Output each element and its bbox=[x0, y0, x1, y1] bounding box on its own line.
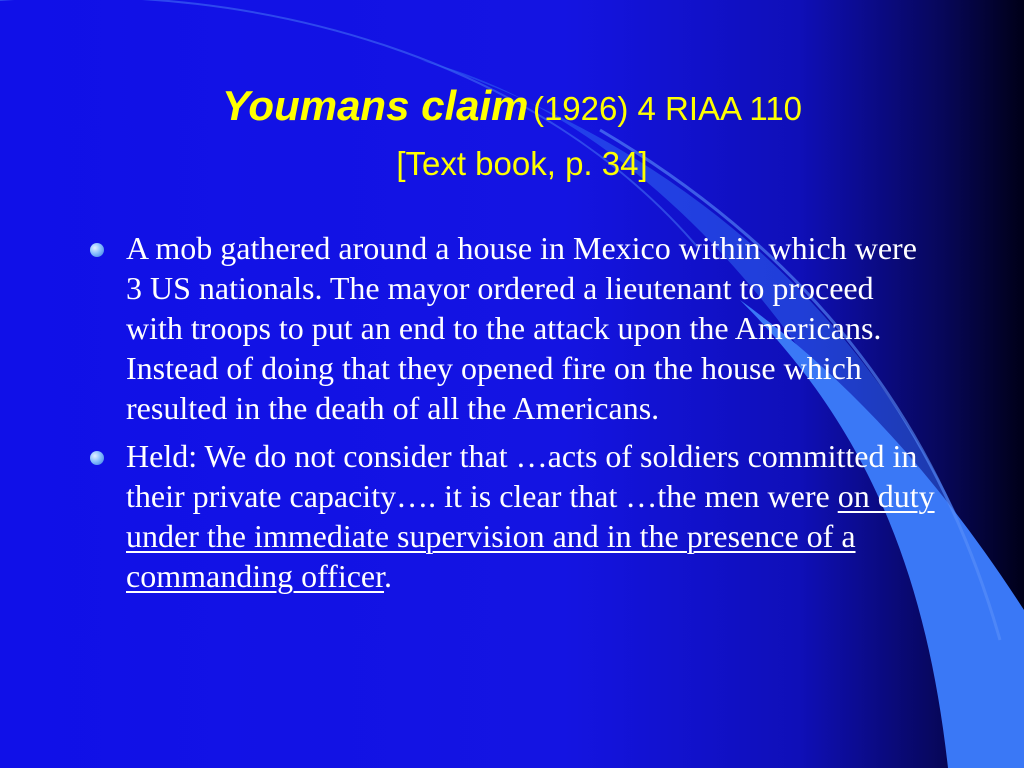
case-name: Youmans claim bbox=[221, 82, 529, 129]
textbook-reference: [Text book, p. 34] bbox=[396, 145, 648, 182]
slide-title bbox=[0, 82, 1024, 188]
bullet-held bbox=[86, 436, 936, 596]
bullet-facts bbox=[86, 228, 936, 428]
case-citation bbox=[533, 90, 802, 127]
held-text: Held: We do not consider that …acts of soldiers committed in their private capacity…. it is clear that …the men were bbox=[126, 438, 918, 514]
bullet-dot-icon bbox=[90, 451, 104, 465]
held-underlined-text: on duty under the immediate supervision and in the presence of a commanding officer bbox=[126, 478, 935, 594]
bullet-list bbox=[86, 228, 936, 604]
bullet-dot-icon bbox=[90, 243, 104, 257]
citation-text: (1926) 4 RIAA 110 bbox=[532, 90, 803, 127]
facts-text: A mob gathered around a house in Mexico within which were 3 US nationals. The mayor ordered a lieutenant to proceed with troops to put an end to the attack upon the Americans. Instead of doing that they opened fire on the house which resulted in the death of all the Americans. bbox=[126, 230, 917, 426]
held-text-end: . bbox=[384, 558, 392, 594]
